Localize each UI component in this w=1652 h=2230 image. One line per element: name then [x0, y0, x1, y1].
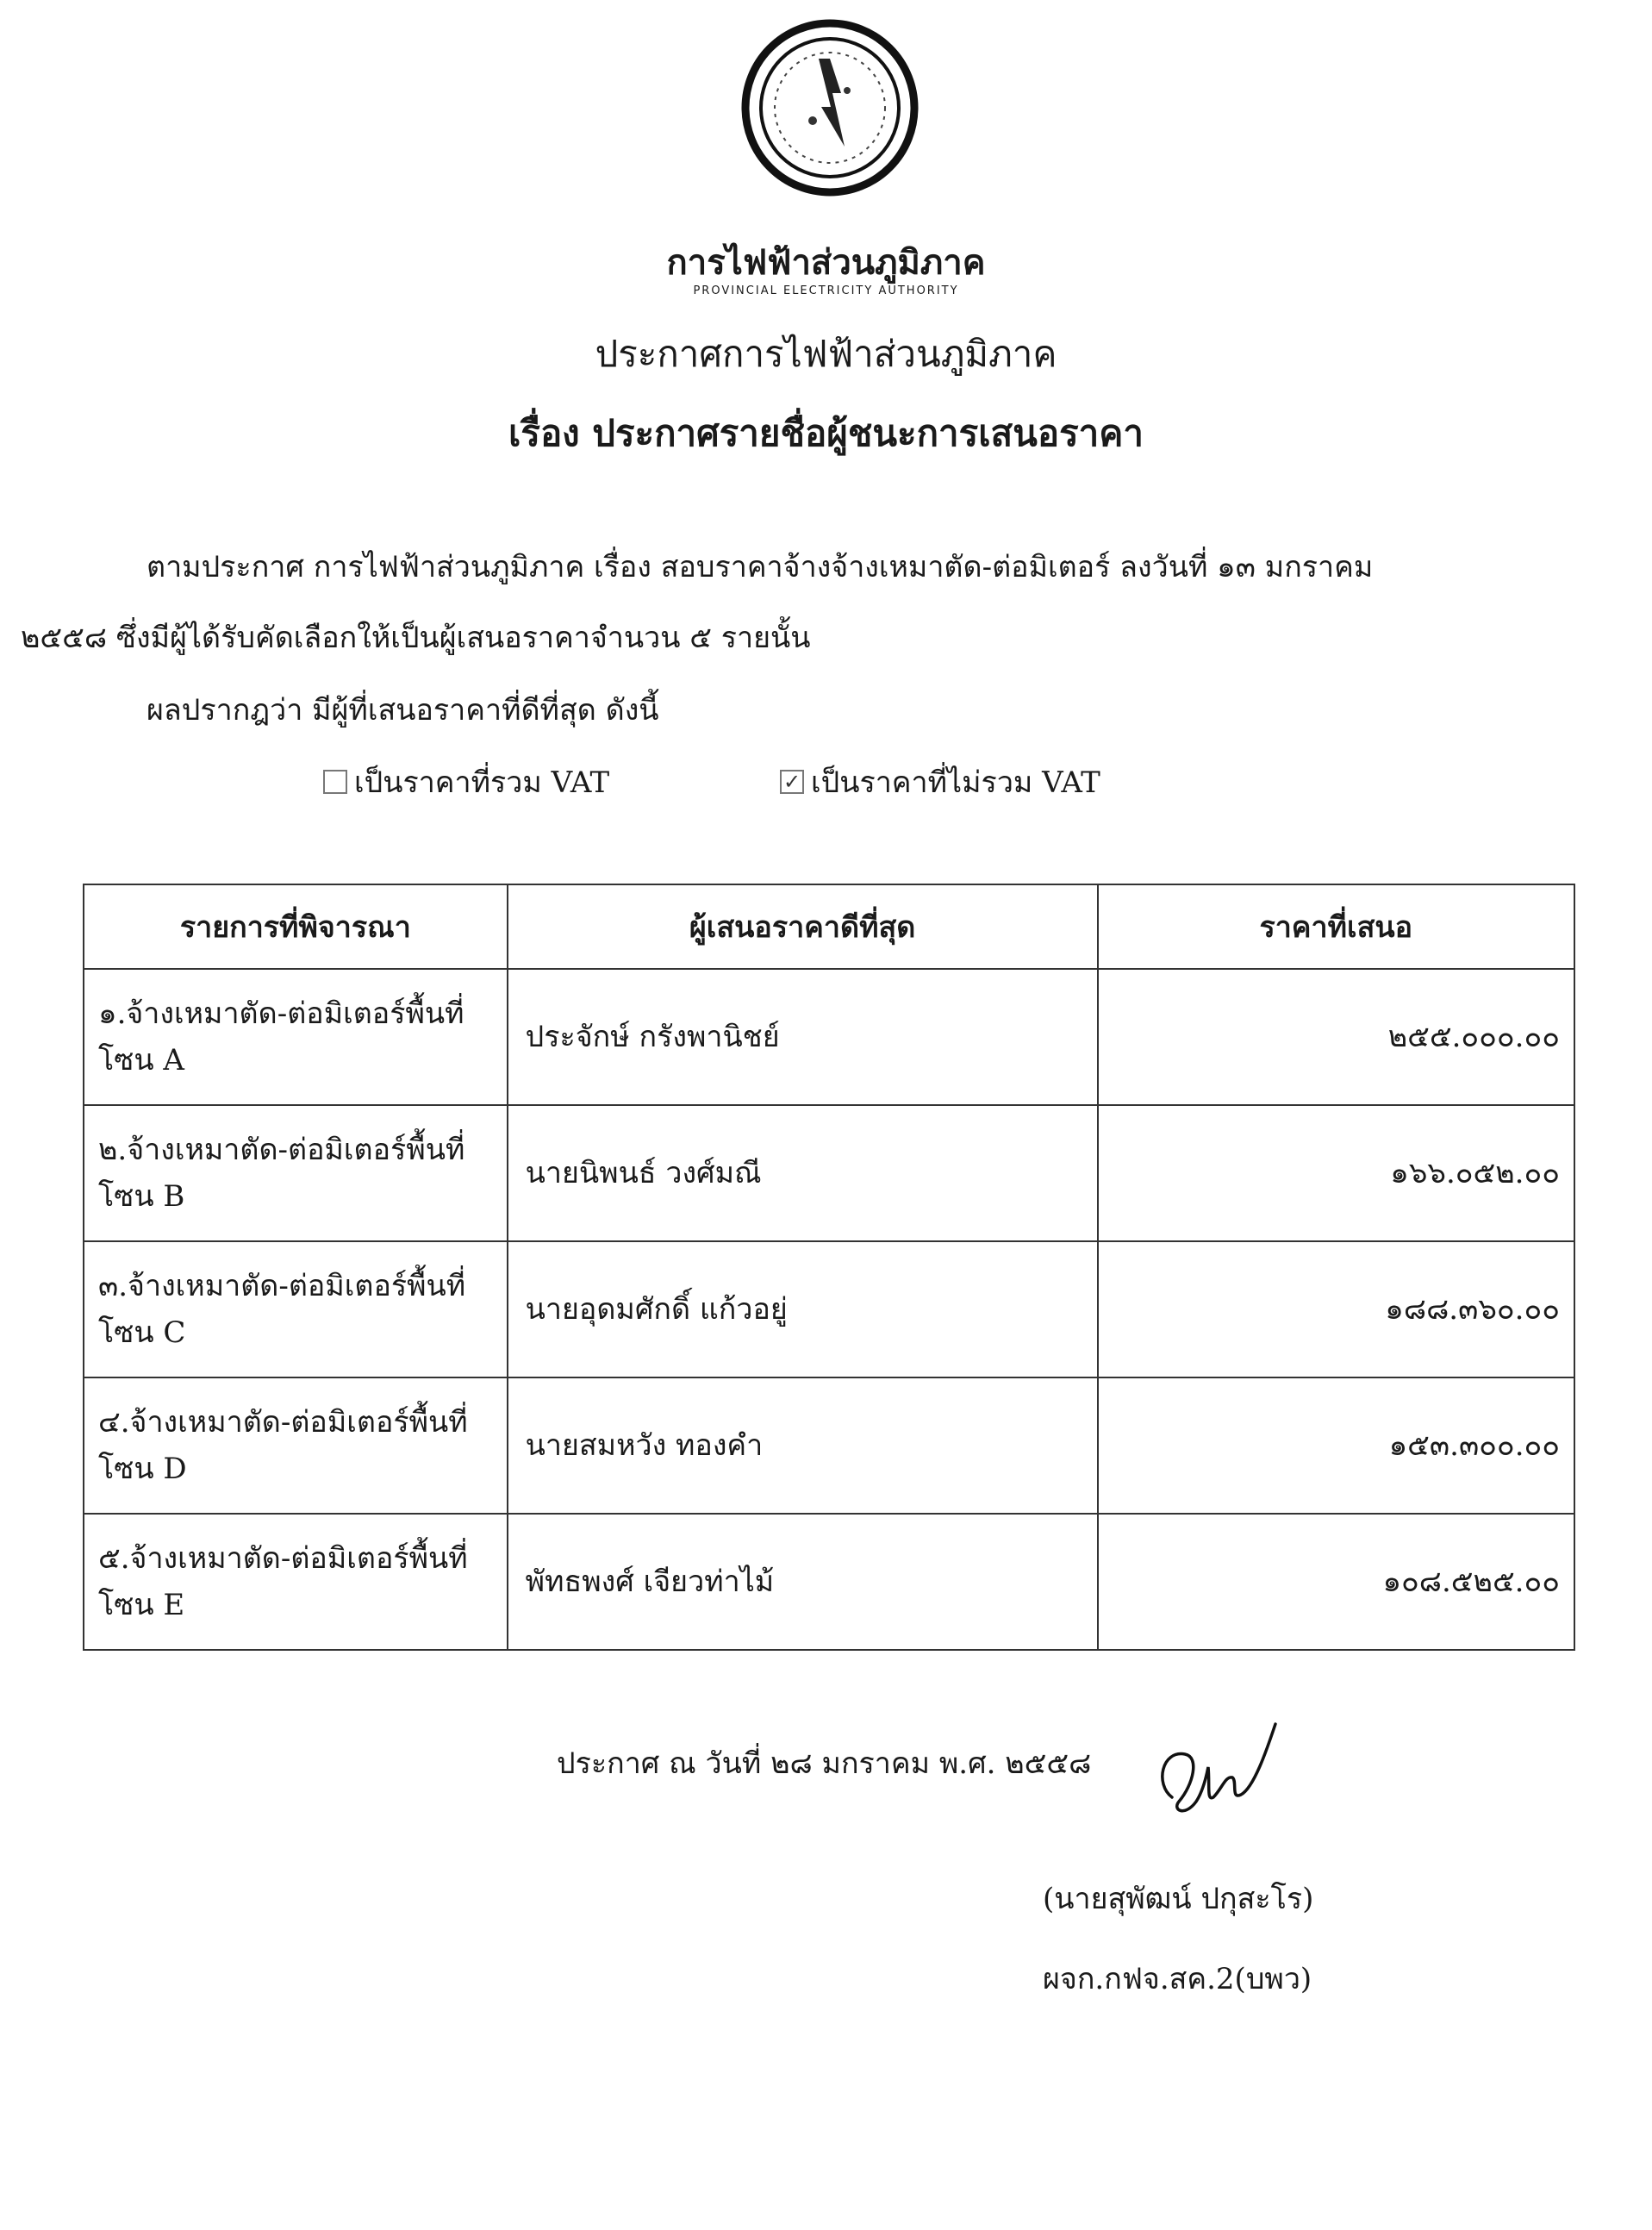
pea-logo-icon: [739, 17, 920, 198]
table-row: [84, 1105, 1574, 1241]
table-row: [84, 1241, 1574, 1377]
page-title: ประกาศการไฟฟ้าส่วนภูมิภาค: [595, 333, 1057, 375]
signature-icon: [1146, 1715, 1284, 1845]
bidder-cell: นายนิพนธ์ วงศ์มณี: [508, 1105, 1098, 1241]
bidder-cell: พัทธพงศ์ เจียวท่าไม้: [508, 1514, 1098, 1650]
vat-excluded-option: [780, 759, 1100, 805]
signer-name: (นายสุพัฒน์ ปกุสะโร): [1043, 1882, 1314, 1916]
vat-included-option: [323, 759, 609, 805]
checked-box-icon: ✓: [780, 770, 804, 794]
body-paragraph-3: ผลปรากฎว่า มีผู้ที่เสนอราคาที่ดีที่สุด ดังนี้: [146, 693, 659, 728]
body-paragraph-1: ตามประกาศ การไฟฟ้าส่วนภูมิภาค เรื่อง สอบราคาจ้างจ้างเหมาตัด-ต่อมิเตอร์ ลงวันที่ ๑๓ มกราคม: [146, 550, 1374, 584]
item-cell: ๕.จ้างเหมาตัด-ต่อมิเตอร์พื้นที่โซน E: [84, 1514, 508, 1650]
table-row: [84, 1377, 1574, 1514]
table-row: [84, 1514, 1574, 1650]
column-header-bidder: ผู้เสนอราคาดีที่สุด: [508, 884, 1098, 969]
price-cell: ๑๕๓.๓๐๐.๐๐: [1098, 1377, 1574, 1514]
table-header-row: [84, 884, 1574, 969]
unchecked-box-icon: [323, 770, 347, 794]
item-cell: ๑.จ้างเหมาตัด-ต่อมิเตอร์พื้นที่โซน A: [84, 969, 508, 1105]
announcement-date: ประกาศ ณ วันที่ ๒๘ มกราคม พ.ศ. ๒๕๕๘: [557, 1746, 1092, 1781]
item-cell: ๒.จ้างเหมาตัด-ต่อมิเตอร์พื้นที่โซน B: [84, 1105, 508, 1241]
item-cell: ๓.จ้างเหมาตัด-ต่อมิเตอร์พื้นที่โซน C: [84, 1241, 508, 1377]
results-table: [83, 884, 1575, 1651]
bidder-cell: ประจักษ์ กรังพานิชย์: [508, 969, 1098, 1105]
signer-position: ผจก.กฟจ.สค.2(บพว): [1043, 1962, 1312, 1996]
table-row: [84, 969, 1574, 1105]
page-subtitle: เรื่อง ประกาศรายชื่อผู้ชนะการเสนอราคา: [508, 412, 1144, 454]
item-cell: ๔.จ้างเหมาตัด-ต่อมิเตอร์พื้นที่โซน D: [84, 1377, 508, 1514]
bidder-cell: นายอุดมศักดิ์ แก้วอยู่: [508, 1241, 1098, 1377]
body-paragraph-2: ๒๕๕๘ ซึ่งมีผู้ได้รับคัดเลือกให้เป็นผู้เสนอราคาจำนวน ๕ รายนั้น: [21, 621, 811, 655]
org-name-thai: การไฟฟ้าส่วนภูมิภาค: [666, 243, 986, 283]
column-header-item: รายการที่พิจารณา: [84, 884, 508, 969]
bidder-cell: นายสมหวัง ทองคำ: [508, 1377, 1098, 1514]
vat-included-label: เป็นราคาที่รวม VAT: [354, 765, 610, 800]
org-name-english: PROVINCIAL ELECTRICITY AUTHORITY: [693, 284, 959, 297]
price-cell: ๑๖๖.๐๕๒.๐๐: [1098, 1105, 1574, 1241]
price-cell: ๑๘๘.๓๖๐.๐๐: [1098, 1241, 1574, 1377]
price-cell: ๒๕๕.๐๐๐.๐๐: [1098, 969, 1574, 1105]
price-cell: ๑๐๘.๕๒๕.๐๐: [1098, 1514, 1574, 1650]
column-header-price: ราคาที่เสนอ: [1098, 884, 1574, 969]
vat-excluded-label: เป็นราคาที่ไม่รวม VAT: [811, 765, 1100, 800]
